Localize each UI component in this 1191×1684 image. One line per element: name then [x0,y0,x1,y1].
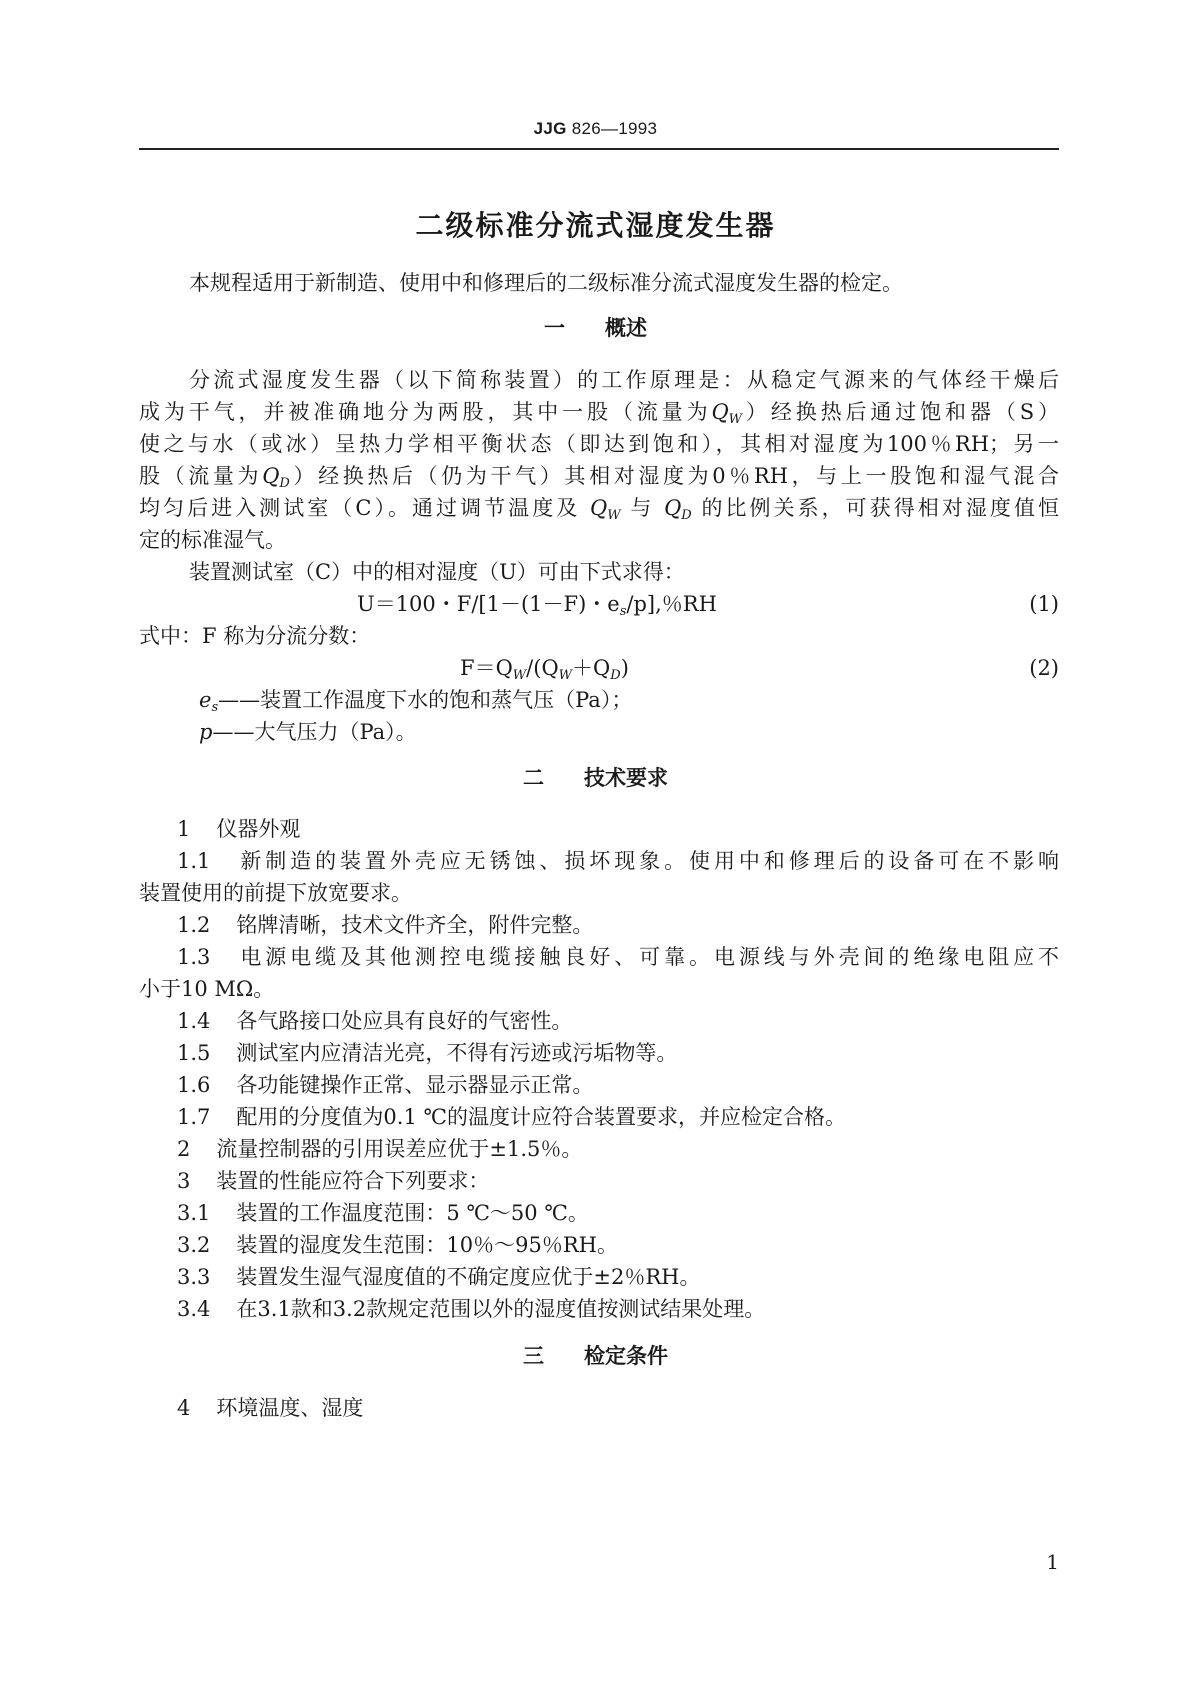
document-title: 二级标准分流式湿度发生器 [415,209,776,242]
standard-number: 826—1993 [571,119,658,138]
section-heading-requirements [0,763,1191,793]
equation-1-number: (1) [1029,592,1059,616]
section-number: 一 [544,316,565,340]
section-number: 二 [523,766,544,790]
section-heading-overview [0,313,1191,343]
page-number: 1 [1046,1550,1059,1574]
clause-1-1-cont: 装置使用的前提下放宽要求。 [139,881,412,905]
clause-2: 2 流量控制器的引用误差应优于±1.5％。 [177,1137,583,1161]
where-line: 式中：F 称为分流分数： [139,624,371,648]
overview-line-4: 股（流量为$Q_D$）经换热后（仍为干气）其相对湿度为0％RH，与上一股饱和湿气混合 [139,464,1060,491]
overview-line-3: 使之与水（或冰）呈热力学相平衡状态（即达到饱和），其相对湿度为100％RH；另一 [139,432,1059,456]
clause-3: 3 装置的性能应符合下列要求： [177,1169,490,1193]
document-header [0,119,1191,139]
clause-1-1: 1.1 新制造的装置外壳应无锈蚀、损坏现象。使用中和修理后的设备可在不影响 [177,849,1059,873]
definition-es: $e_s——$装置工作温度下水的饱和蒸气压（Pa）； [199,688,633,715]
clause-4: 4 环境温度、湿度 [177,1396,364,1420]
definition-p: p——大气压力（Pa）。 [199,720,417,744]
overview-line-6: 定的标准湿气。 [139,528,286,552]
equation-1: U＝100・F/[1－(1－F)・$e_s/p$],％RH [357,592,717,619]
section-heading-conditions [0,1341,1191,1371]
equation-2: $F=Q_W/(Q_W+Q_D)$ [460,656,629,683]
clause-1: 1 仪器外观 [177,817,301,841]
clause-3-3: 3.3 装置发生湿气湿度值的不确定度应优于±2％RH。 [177,1265,701,1289]
header-rule [139,148,1059,150]
overview-formula-intro: 装置测试室（C）中的相对湿度（U）可由下式求得： [189,560,685,584]
clause-1-5: 1.5 测试室内应清洁光亮，不得有污迹或污垢物等。 [177,1041,678,1065]
clause-1-3-cont: 小于10 MΩ。 [139,977,275,1001]
intro-paragraph: 本规程适用于新制造、使用中和修理后的二级标准分流式湿度发生器的检定。 [189,271,903,295]
section-number: 三 [523,1344,544,1368]
clause-1-2: 1.2 铭牌清晰，技术文件齐全，附件完整。 [177,913,594,937]
clause-1-7: 1.7 配用的分度值为0.1 ℃的温度计应符合装置要求，并应检定合格。 [177,1105,846,1129]
standard-prefix: JJG [533,119,567,138]
equation-2-number: (2) [1029,656,1059,680]
clause-3-4: 3.4 在3.1款和3.2款规定范围以外的湿度值按测试结果处理。 [177,1297,766,1321]
section-title: 概述 [605,316,647,340]
section-title: 技术要求 [584,766,668,790]
overview-line-2: 成为干气，并被准确地分为两股，其中一股（流量为$Q_W$）经换热后通过饱和器（S） [139,400,1059,427]
clause-3-2: 3.2 装置的湿度发生范围：10％～95％RH。 [177,1233,618,1257]
overview-line-5: 均匀后进入测试室（C）。通过调节温度及 $Q_W$ 与 $Q_D$ 的比例关系，可获得相对湿度值恒 [139,496,1059,523]
clause-1-4: 1.4 各气路接口处应具有良好的气密性。 [177,1009,573,1033]
overview-line-1: 分流式湿度发生器（以下简称装置）的工作原理是：从稳定气源来的气体经干燥后 [189,368,1059,392]
clause-1-3: 1.3 电源电缆及其他测控电缆接触良好、可靠。电源线与外壳间的绝缘电阻应不 [177,945,1059,969]
clause-1-6: 1.6 各功能键操作正常、显示器显示正常。 [177,1073,594,1097]
clause-3-1: 3.1 装置的工作温度范围：5 ℃～50 ℃。 [177,1201,589,1225]
section-title: 检定条件 [584,1344,668,1368]
